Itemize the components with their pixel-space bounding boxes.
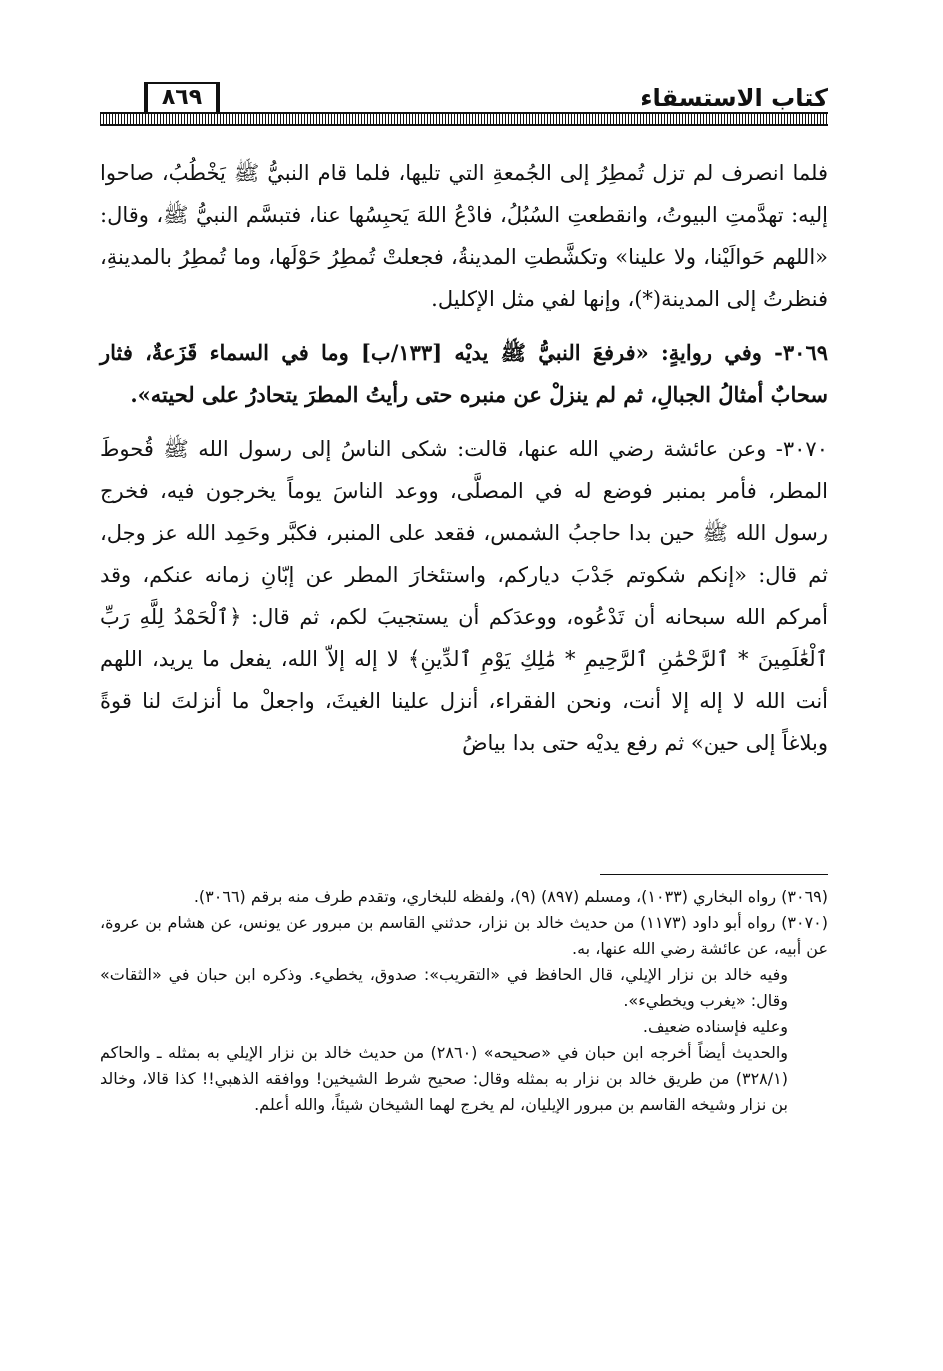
page-number: ٨٦٩ <box>144 82 220 112</box>
footnotes <box>100 884 828 1118</box>
footnote-3070: (٣٠٧٠) رواه أبو داود (١١٧٣) من حديث خالد بن نزار، حدثني القاسم بن مبرور عن يونس، عن هشام بن عروة، عن أبيه، عن عائشة رضي الله عنها، به. <box>100 913 828 958</box>
main-text <box>100 152 828 764</box>
footnote-grading: وعليه فإسناده ضعيف. <box>642 1017 788 1036</box>
header-rule <box>100 112 828 126</box>
paragraph-continuation: فلما انصرف لم تزل تُمطِرُ إلى الجُمعةِ التي تليها، فلما قام النبيُّ ﷺ يَخْطُبُ، صاحوا إليه: تهدَّمتِ البيوتُ، وانقطعتِ السُبُلُ، فادْعُ اللهَ يَحبِسُها عنا، فتبسَّم النبيُّ ﷺ، وقال: «اللهم حَوالَيْنا، ولا علينا» وتكشَّطتِ المدينةُ، فجعلتْ تُمطِرُ حَوْلَها، وما تُمطِرُ بالمدينةِ، فنظرتُ إلى المدينة(*)، وإنها لفي مثل الإكليل. <box>100 161 828 311</box>
page-header <box>100 84 828 126</box>
footnote-separator <box>600 874 828 875</box>
footnote-3069: (٣٠٦٩) رواه البخاري (١٠٣٣)، ومسلم (٨٩٧) (٩)، ولفظه للبخاري، وتقدم طرف منه برقم (٣٠٦٦). <box>193 887 828 906</box>
chapter-title: كتاب الاستسقاء <box>640 84 828 112</box>
hadith-3069: ٣٠٦٩- وفي روايةٍ: «فرفعَ النبيُّ ﷺ يديْه [١٣٣/ب] وما في السماء قَزَعةٌ، فثار سحابٌ أمثالُ الجبالِ، ثم لم ينزلْ عن منبره حتى رأيتُ المطرَ يتحادرُ على لحيته». <box>100 340 829 407</box>
footnote-other-sources: والحديث أيضاً أخرجه ابن حبان في «صحيحه» (٢٨٦٠) من حديث خالد بن نزار الإيلي به بمثله ـ والحاكم (٣٢٨/١) من طريق خالد بن نزار به بمثله وقال: صحيح شرط الشيخين! ووافقه الذهبي!! كذا قالا، وخالد بن نزار وشيخه القاسم بن مبرور الإيليان، لم يخرج لهما الشيخان شيئاً، والله أعلم. <box>100 1043 788 1114</box>
hadith-3070: ٣٠٧٠- وعن عائشة رضي الله عنها، قالت: شكى الناسُ إلى رسول الله ﷺ قُحوطَ المطر، فأمر بمنبر فوضع له في المصلَّى، ووعد الناسَ يوماً يخرجون فيه، فخرج رسول الله ﷺ حين بدا حاجبُ الشمس، فقعد على المنبر، فكبَّر وحَمِد الله عز وجل، ثم قال: «إنكم شكوتم جَدْبَ دياركم، واستئخارَ المطر عن إبّانِ زمانه عنكم، وقد أمركم الله سبحانه أن تَدْعُوه، ووعدَكم أن يستجيبَ لكم، ثم قال: ﴿ٱلْحَمْدُ لِلَّهِ رَبِّ ٱلْعَٰلَمِينَ * ٱلرَّحْمَٰنِ ٱلرَّحِيمِ * مَٰلِكِ يَوْمِ ٱلدِّينِ﴾ لا إله إلاّ الله، يفعل ما يريد، اللهم أنت الله لا إله إلا أنت، ونحن الفقراء، أنزل علينا الغيثَ، واجعلْ ما أنزلتَ لنا قوةً وبلاغاً إلى حين» ثم رفع يديْه حتى بدا بياضُ <box>100 437 828 755</box>
footnote-narrator-note: وفيه خالد بن نزار الإيلي، قال الحافظ في «التقريب»: صدوق، يخطيء. وذكره ابن حبان في «الثقات» وقال: «يغرب ويخطيء». <box>100 965 788 1010</box>
